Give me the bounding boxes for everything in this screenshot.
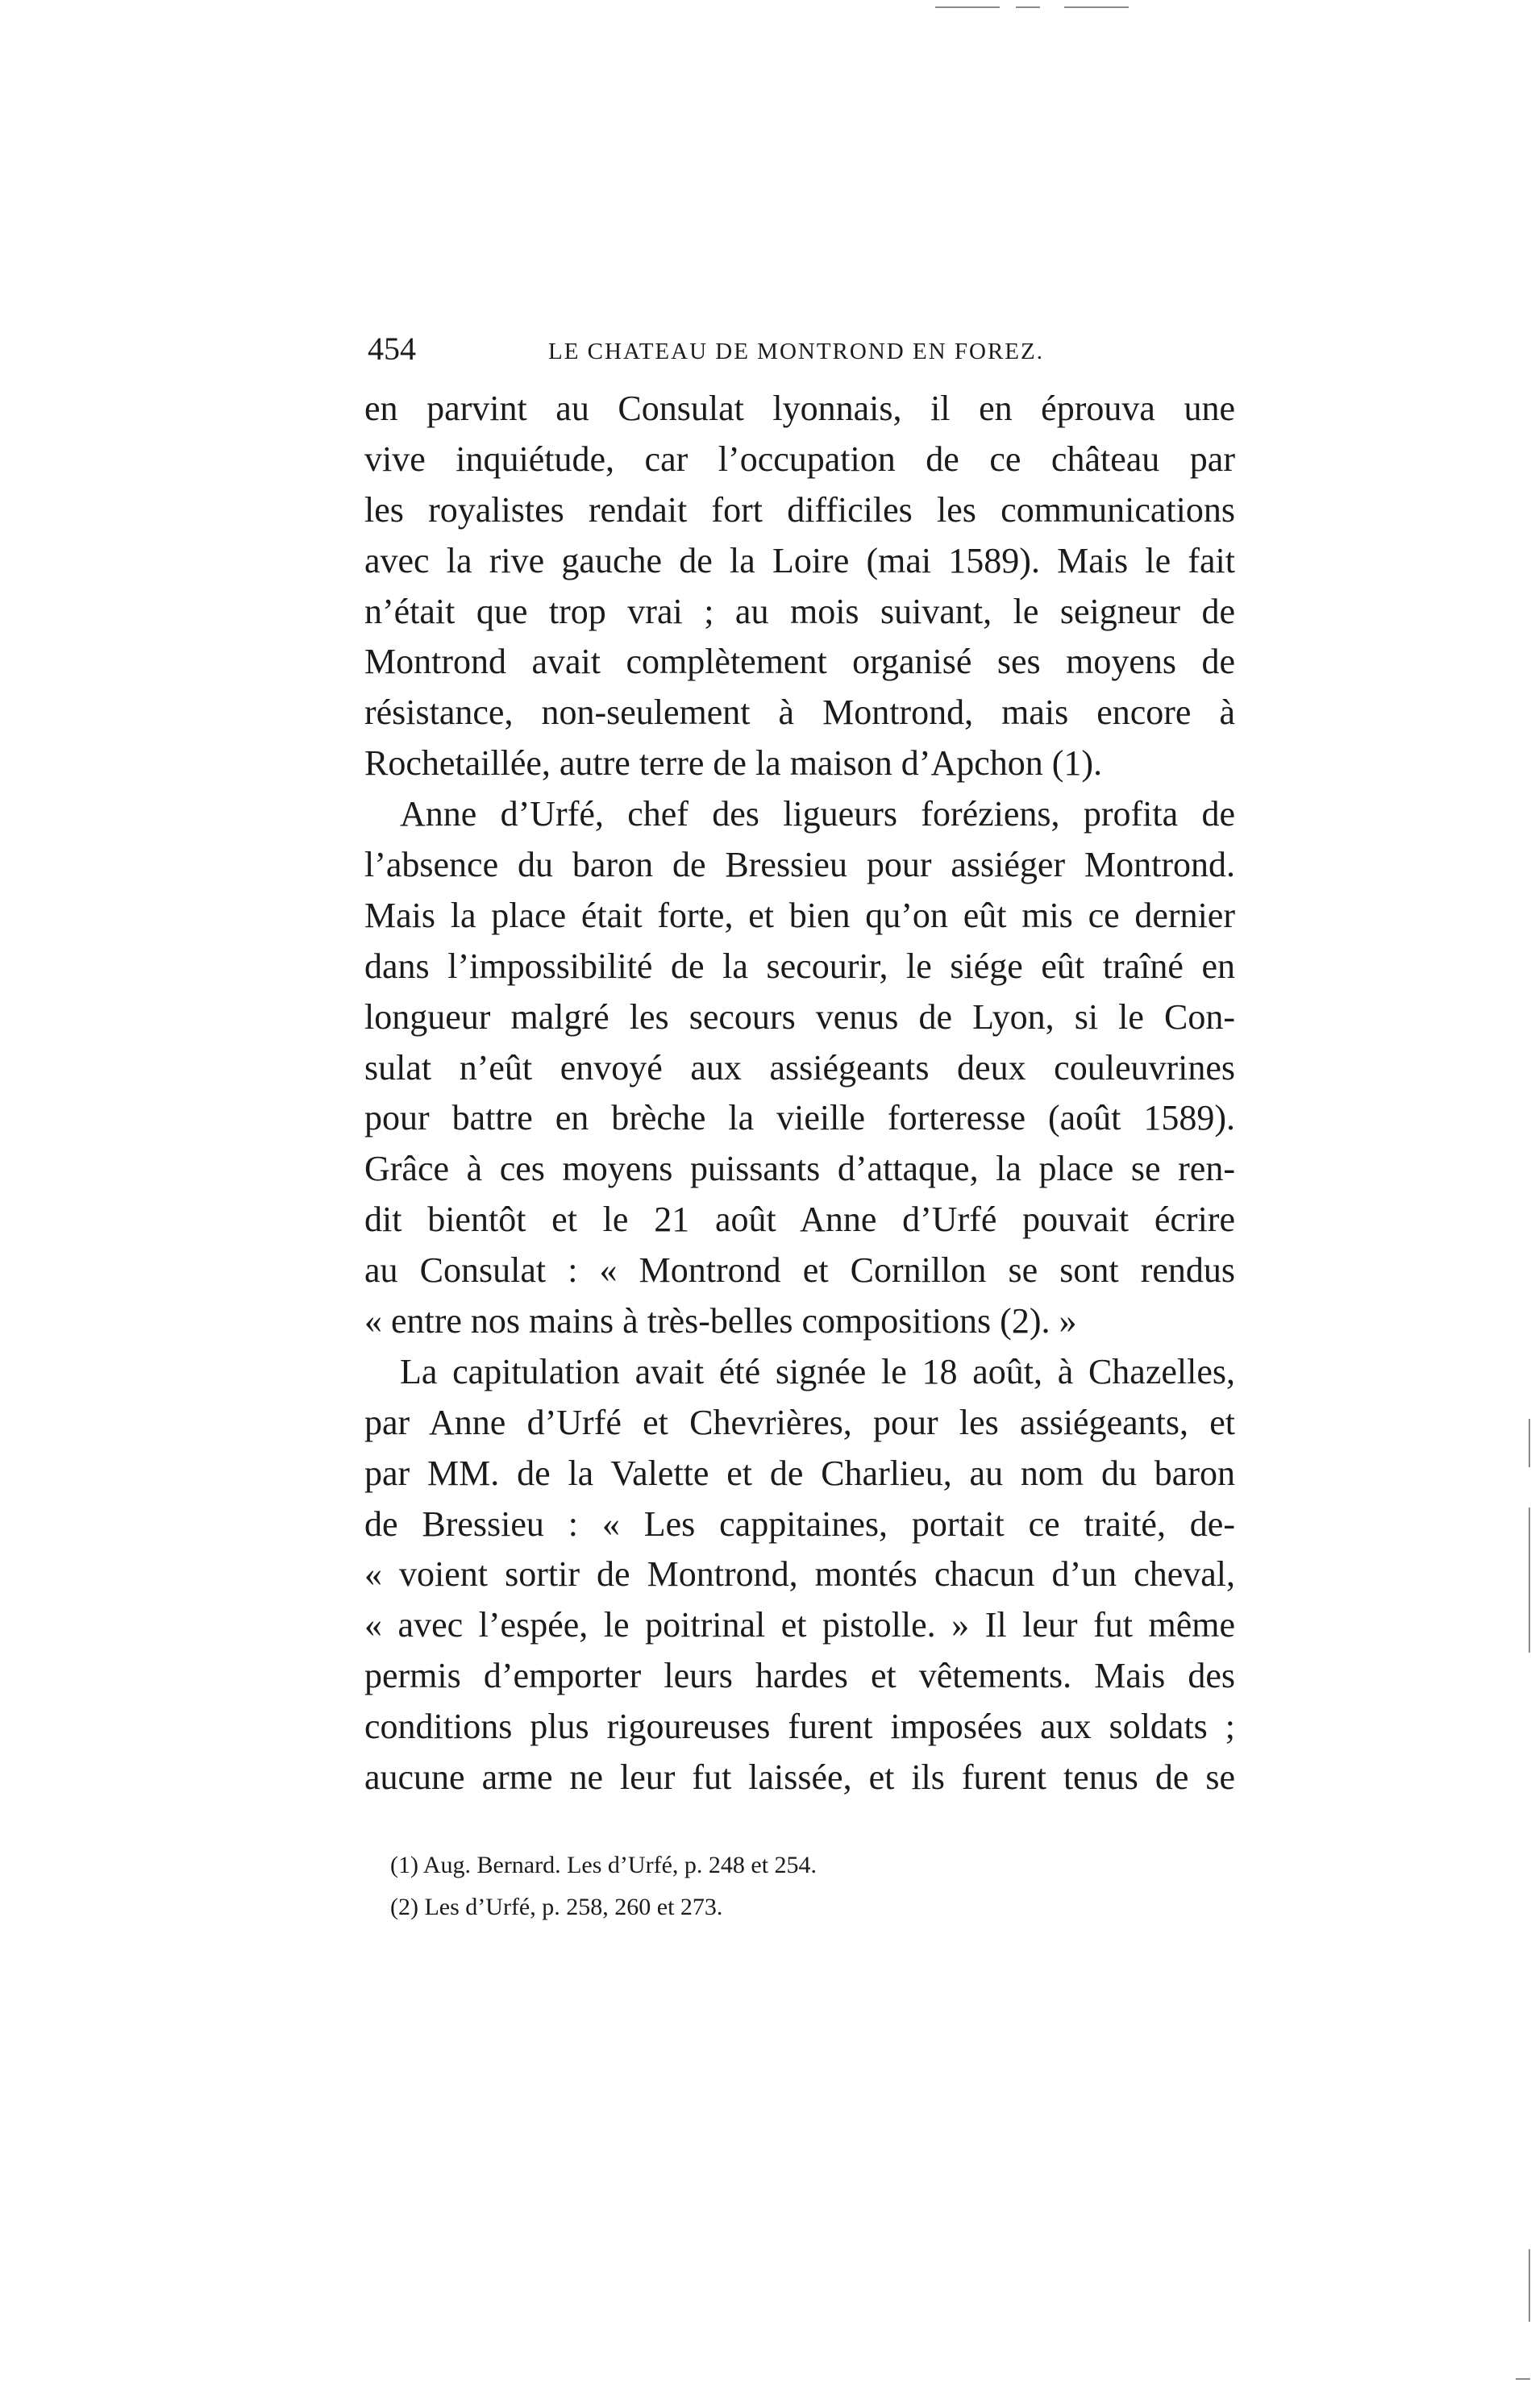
text-line: de Bressieu : « Les cappitaines, portait ce traité, de-: [364, 1503, 1235, 1544]
body-text: [364, 384, 1235, 1803]
text-line: par Anne d’Urfé et Chevrières, pour les assiégeants, et: [364, 1402, 1235, 1442]
scan-mark: [1529, 1508, 1530, 1653]
running-title: LE CHATEAU DE MONTROND EN FOREZ.: [548, 339, 1044, 364]
text-line: Anne d’Urfé, chef des ligueurs foréziens, profita de: [400, 794, 1235, 834]
text-line: Grâce à ces moyens puissants d’attaque, la place se ren-: [364, 1149, 1235, 1189]
text-line: en parvint au Consulat lyonnais, il en éprouva une: [364, 389, 1235, 428]
text-line: conditions plus rigoureuses furent imposées aux soldats ;: [364, 1707, 1235, 1747]
text-line: permis d’emporter leurs hardes et vêtements. Mais des: [364, 1656, 1235, 1696]
scan-mark: [1016, 6, 1040, 8]
text-line: vive inquiétude, car l’occupation de ce château par: [364, 439, 1235, 479]
text-line: pour battre en brèche la vieille forteresse (août 1589).: [364, 1098, 1235, 1138]
footnote: (1) Aug. Bernard. Les d’Urfé, p. 248 et 254.: [390, 1852, 818, 1878]
footnotes: [390, 1844, 1116, 1928]
text-line: dit bientôt et le 21 août Anne d’Urfé pouvait écrire: [364, 1200, 1235, 1240]
scan-mark: [1516, 2378, 1530, 2380]
text-line: Montrond avait complètement organisé ses moyens de: [364, 642, 1235, 682]
running-head: [368, 329, 1061, 369]
text-line: « entre nos mains à très-belles compositions (2). »: [364, 1301, 1077, 1341]
text-line: « voient sortir de Montrond, montés chacun d’un cheval,: [364, 1554, 1235, 1595]
text-line: La capitulation avait été signée le 18 août, à Chazelles,: [400, 1351, 1235, 1391]
text-line: sulat n’eût envoyé aux assiégeants deux couleuvrines: [364, 1047, 1235, 1088]
text-line: au Consulat : « Montrond et Cornillon se sont rendus: [364, 1250, 1235, 1291]
text-line: résistance, non-seulement à Montrond, mais encore à: [364, 692, 1235, 733]
text-line: « avec l’espée, le poitrinal et pistolle. » Il leur fut même: [364, 1605, 1235, 1645]
scan-mark: [1064, 6, 1129, 8]
text-line: dans l’impossibilité de la secourir, le siége eût traîné en: [364, 946, 1235, 986]
scan-mark: [935, 6, 1000, 8]
text-line: les royalistes rendait fort difficiles les communications: [364, 489, 1235, 530]
footnote: (2) Les d’Urfé, p. 258, 260 et 273.: [390, 1894, 723, 1920]
text-line: avec la rive gauche de la Loire (mai 1589). Mais le fait: [364, 540, 1235, 580]
text-line: n’était que trop vrai ; au mois suivant, le seigneur de: [364, 591, 1235, 631]
text-line: Rochetaillée, autre terre de la maison d’Apchon (1).: [364, 743, 1103, 784]
text-line: par MM. de la Valette et de Charlieu, au nom du baron: [364, 1453, 1235, 1493]
text-line: Mais la place était forte, et bien qu’on eût mis ce dernier: [364, 895, 1235, 935]
scan-mark: [1529, 2249, 1530, 2322]
page-number: 454: [368, 331, 416, 367]
text-line: longueur malgré les secours venus de Lyon, si le Con-: [364, 996, 1235, 1037]
scan-mark: [1529, 1419, 1530, 1467]
text-line: l’absence du baron de Bressieu pour assiéger Montrond.: [364, 845, 1235, 885]
text-line: aucune arme ne leur fut laissée, et ils furent tenus de se: [364, 1757, 1235, 1798]
